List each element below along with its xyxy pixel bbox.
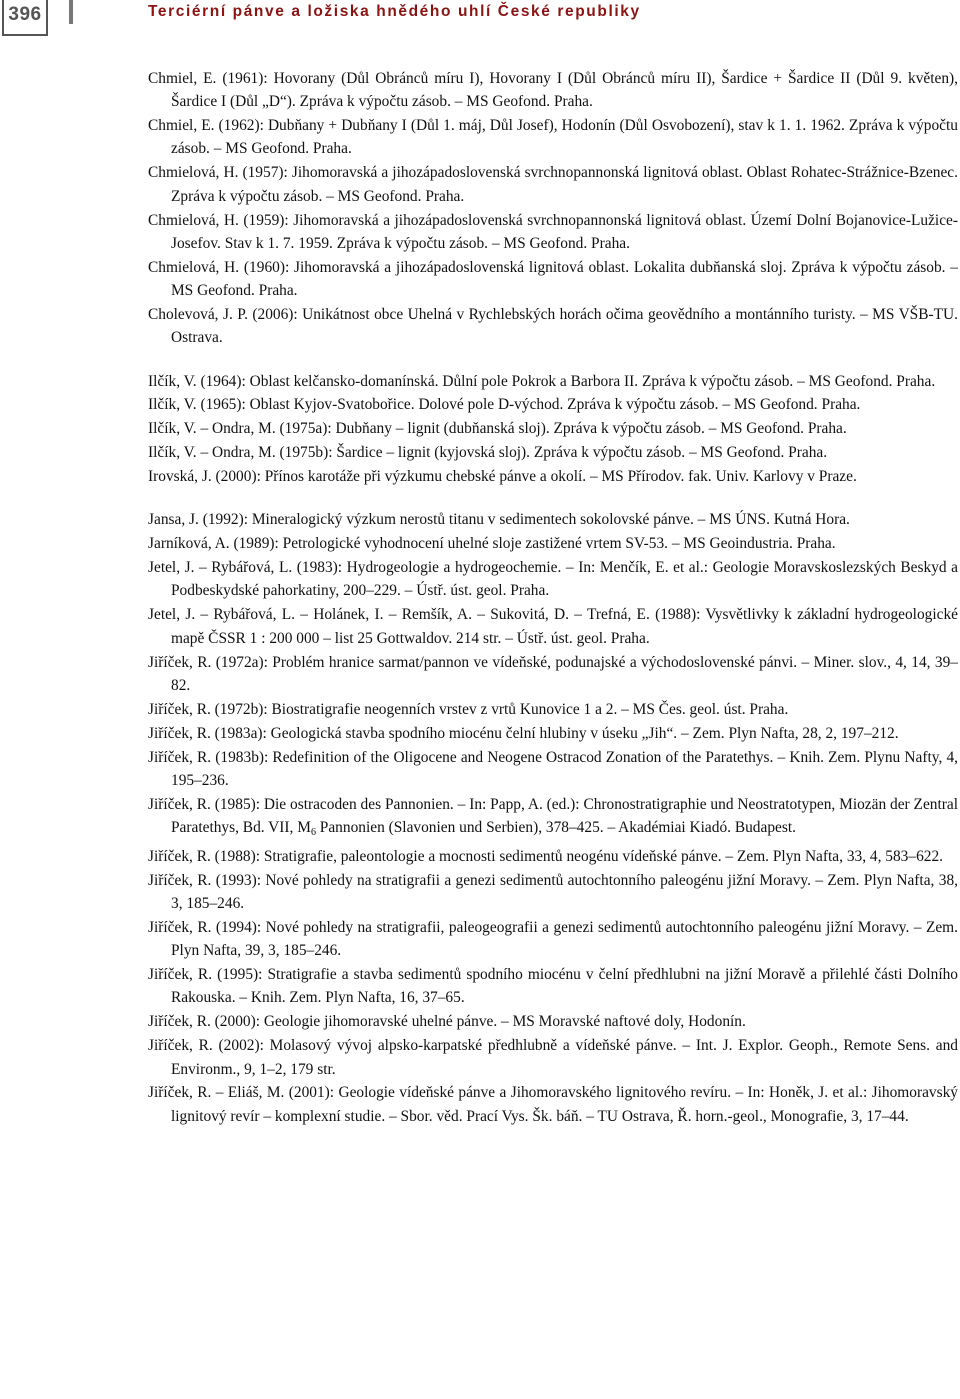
- reference-entry: Jiříček, R. (2002): Molasový vývoj alpsko-karpatské předhlubně a vídeňské pánve. – Int. J. Explor. Geoph., Remote Sens. and Environm., 9, 1–2, 179 str.: [148, 1037, 958, 1078]
- reference-entry: Cholevová, J. P. (2006): Unikátnost obce Uhelná v Rychlebských horách očima geovědního a montánního turisty. – MS VŠB-TU. Ostrava.: [148, 305, 958, 347]
- reference-entry: Irovská, J. (2000): Přínos karotáže při výzkumu chebské pánve a okolí. – MS Přírodov. fak. Univ. Karlovy v Praze.: [148, 468, 857, 486]
- reference-entry: Jiříček, R. (1972b): Biostratigrafie neogenních vrstev z vrtů Kunovice 1 a 2. – MS Čes. geol. úst. Praha.: [148, 700, 789, 718]
- reference-entry: Jiříček, R. (1995): Stratigrafie a stavba sedimentů spodního miocénu v čelní předhlubni na jižní Moravě a přilehlé části Dolního Rakouska. – Knih. Zem. Plyn Nafta, 16, 37–65.: [148, 966, 958, 1007]
- reference-entry: Chmielová, H. (1959): Jihomoravská a jihozápadoslovenská svrchnopannonská lignitová oblast. Území Dolní Bojanovice-Lužice-Josefov. Stav k 1. 7. 1959. Zpráva k výpočtu zásob. – MS Geofond. Praha.: [148, 211, 958, 252]
- reference-entry: Ilčík, V. (1965): Oblast Kyjov-Svatobořice. Dolové pole D-východ. Zpráva k výpočtu zásob. – MS Geofond. Praha.: [148, 396, 861, 414]
- reference-list: [148, 67, 958, 1129]
- page-number: 396: [8, 4, 42, 25]
- reference-entry: Jiříček, R. (1988): Stratigrafie, paleontologie a mocnosti sedimentů neogénu vídeňské pánve. – Zem. Plyn Nafta, 33, 4, 583–622.: [148, 847, 944, 865]
- page-number-box: [2, 0, 48, 36]
- reference-entry: Jiříček, R. (1994): Nové pohledy na stratigrafii, paleogeografii a genezi sedimentů autochtonního paleogénu jižní Moravy. – Zem. Plyn Nafta, 39, 3, 185–246.: [148, 918, 958, 960]
- reference-entry: Jiříček, R. (1993): Nové pohledy na stratigrafii a genezi sedimentů autochtonního paleogénu jižní Moravy. – Zem. Plyn Nafta, 38, 3, 185–246.: [148, 871, 958, 913]
- reference-entry: Jiříček, R. (1983a): Geologická stavba spodního miocénu čelní hlubiny v úseku „Jih“. – Zem. Plyn Nafta, 28, 2, 197–212.: [148, 724, 899, 742]
- running-title: Terciérní pánve a ložiska hnědého uhlí České republiky: [148, 3, 641, 20]
- reference-entry: Chmielová, H. (1960): Jihomoravská a jihozápadoslovenská lignitová oblast. Lokalita dubňanská sloj. Zpráva k výpočtu zásob. – MS Geofond. Praha.: [148, 258, 958, 300]
- reference-text: Pannonien (Slavonien und Serbien), 378–425. – Akadémiai Kiadó. Budapest.: [315, 819, 796, 836]
- reference-entry: Jansa, J. (1992): Mineralogický výzkum nerostů titanu v sedimentech sokolovské pánve. – MS ÚNS. Kutná Hora.: [148, 511, 850, 529]
- reference-entry: Ilčík, V. – Ondra, M. (1975b): Šardice – lignit (kyjovská sloj). Zpráva k výpočtu zásob. – MS Geofond. Praha.: [148, 444, 828, 462]
- page-header: [0, 0, 960, 38]
- reference-entry: Ilčík, V. – Ondra, M. (1975a): Dubňany – lignit (dubňanská sloj). Zpráva k výpočtu zásob. – MS Geofond. Praha.: [148, 420, 847, 438]
- reference-entry: Jiříček, R. – Eliáš, M. (2001): Geologie vídeňské pánve a Jihomoravského lignitového revíru. – In: Honěk, J. et al.: Jihomoravský lignitový revír – komplexní studie. – Sbor. věd. Prací Vys. Šk. báň. – TU Ostrava, Ř. horn.-geol., Monografie, 3, 17–44.: [148, 1084, 958, 1125]
- reference-entry: Jiříček, R. (2000): Geologie jihomoravské uhelné pánve. – MS Moravské naftové doly, Hodonín.: [148, 1013, 746, 1031]
- reference-entry: Chmiel, E. (1961): Hovorany (Důl Obránců míru I), Hovorany I (Důl Obránců míru II), Šardice + Šardice II (Důl 9. květen), Šardice I (Důl „D“). Zpráva k výpočtu zásob. – MS Geofond. Praha.: [148, 70, 958, 111]
- reference-entry: Jetel, J. – Rybářová, L. (1983): Hydrogeologie a hydrogeochemie. – In: Menčík, E. et al.: Geologie Moravskoslezských Beskyd a Podbeskydské pahorkatiny, 200–229. – Ústř. úst. geol. Praha.: [148, 559, 958, 600]
- reference-entry: Chmiel, E. (1962): Dubňany + Dubňany I (Důl 1. máj, Důl Josef), Hodonín (Důl Osvobození), stav k 1. 1. 1962. Zpráva k výpočtu zásob. – MS Geofond. Praha.: [148, 117, 958, 158]
- reference-entry: Chmielová, H. (1957): Jihomoravská a jihozápadoslovenská svrchnopannonská lignitová oblast. Oblast Rohatec-Strážnice-Bzenec. Zpráva k výpočtu zásob. – MS Geofond. Praha.: [148, 164, 958, 205]
- reference-entry: Jetel, J. – Rybářová, L. – Holánek, I. – Remšík, A. – Sukovitá, D. – Trefná, E. (1988): Vysvětlivky k základní hydrogeologické mapě ČSSR 1 : 200 000 – list 25 Gottwaldov. 214 str. – Ústř. úst. geol. Praha.: [148, 606, 958, 647]
- reference-entry: Jiříček, R. (1983b): Redefinition of the Oligocene and Neogene Ostracod Zonation of the Paratethys. – Knih. Zem. Plynu Nafty, 4, 195–236.: [148, 748, 958, 789]
- reference-entry: [148, 793, 958, 845]
- reference-entry: Ilčík, V. (1964): Oblast kelčansko-domanínská. Důlní pole Pokrok a Barbora II. Zpráva k výpočtu zásob. – MS Geofond. Praha.: [148, 372, 936, 390]
- reference-entry: Jiříček, R. (1972a): Problém hranice sarmat/pannon ve vídeňské, podunajské a východoslovenské pánvi. – Miner. slov., 4, 14, 39–82.: [148, 653, 958, 694]
- header-divider: [69, 0, 73, 24]
- subscript: 6: [310, 827, 316, 838]
- reference-entry: Jarníková, A. (1989): Petrologické vyhodnocení uhelné sloje zastižené vrtem SV-53. – MS Geoindustria. Praha.: [148, 535, 836, 553]
- reference-text: Jiříček, R. (1985): Die ostracoden des Pannonien. – In: Papp, A. (ed.): Chronostratigraphie und Neostratotypen, Miozän der Zentral Paratethys, Bd. VII, M: [148, 795, 958, 836]
